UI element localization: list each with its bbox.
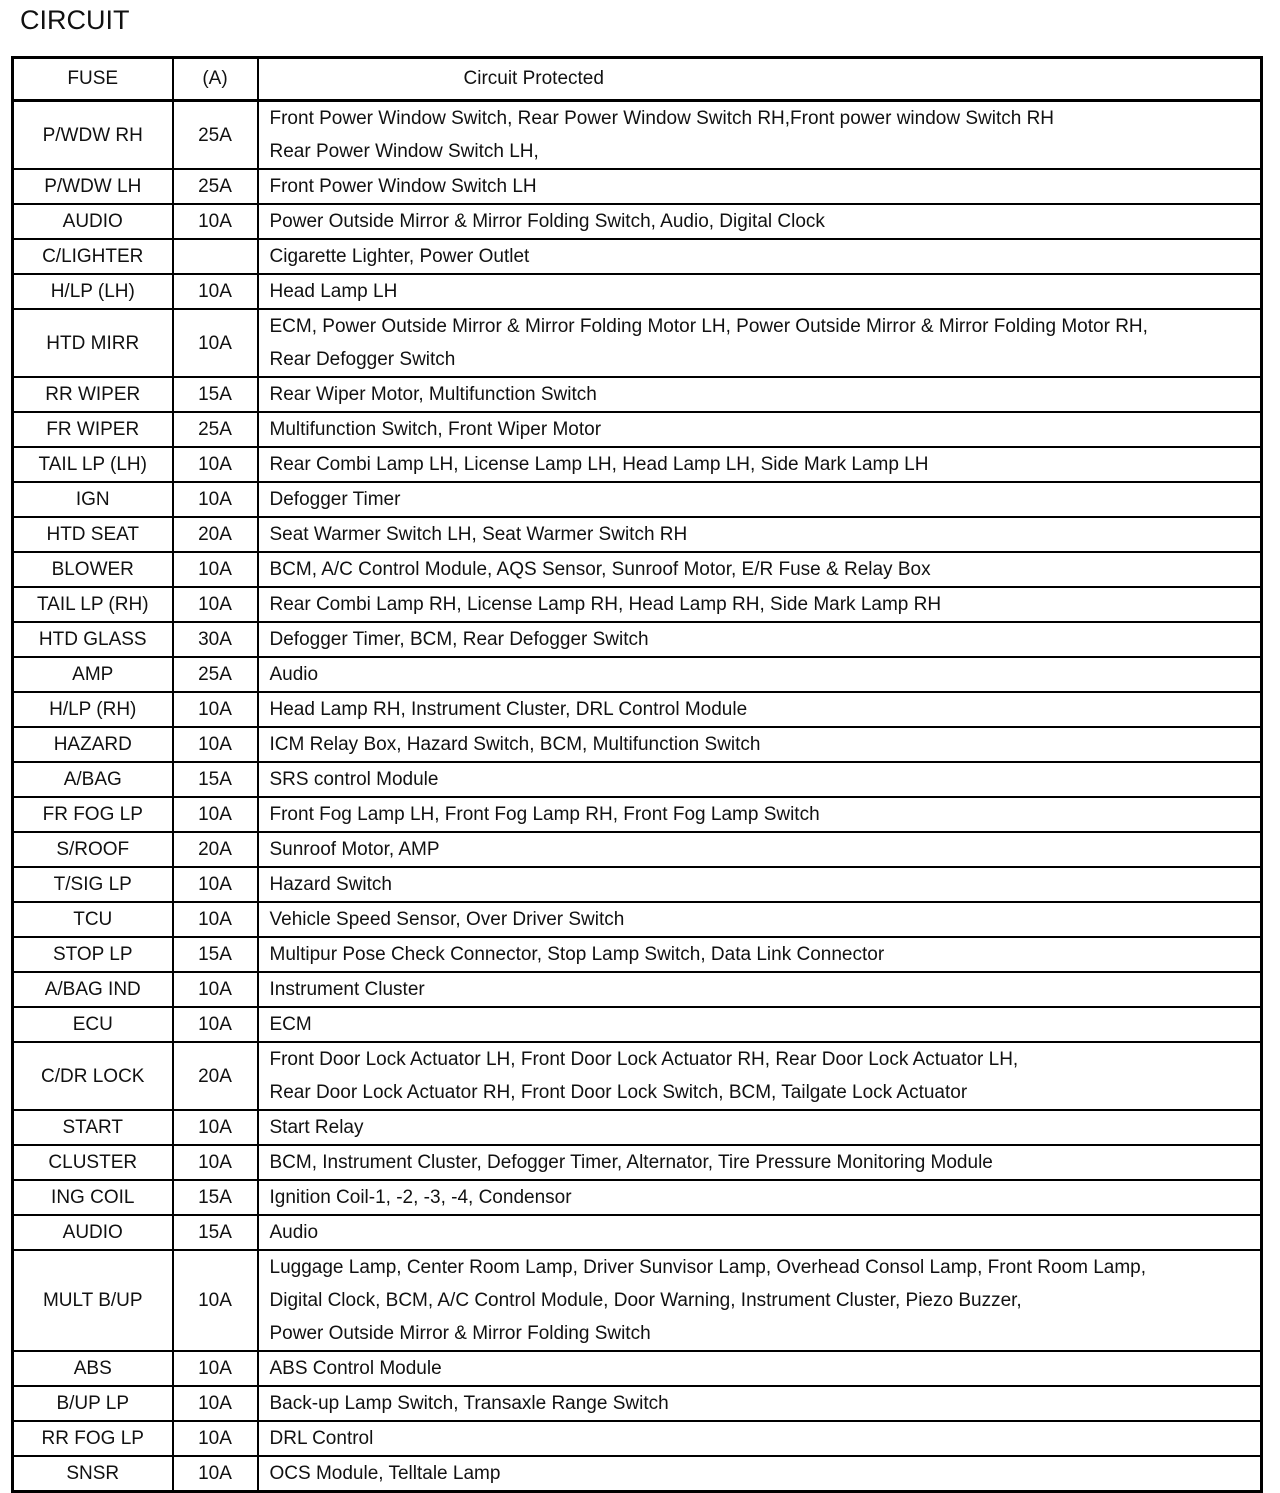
fuse-amperage-cell: 10A <box>173 797 258 832</box>
circuit-protected-cell <box>258 1215 1262 1250</box>
circuit-protected-cell <box>258 447 1262 482</box>
amp-column-header: (A) <box>173 58 258 101</box>
fuse-amperage-cell: 10A <box>173 482 258 517</box>
fuse-name-cell: C/LIGHTER <box>13 239 173 274</box>
table-row <box>13 937 1262 972</box>
fuse-name-cell: RR WIPER <box>13 377 173 412</box>
fuse-name-cell: HTD GLASS <box>13 622 173 657</box>
table-row <box>13 1110 1262 1145</box>
fuse-amperage-cell: 10A <box>173 1007 258 1042</box>
circuit-line: Rear Combi Lamp RH, License Lamp RH, Head Lamp RH, Side Mark Lamp RH <box>269 594 942 615</box>
circuit-protected-cell <box>258 274 1262 309</box>
fuse-name-cell: STOP LP <box>13 937 173 972</box>
fuse-name-cell: FR FOG LP <box>13 797 173 832</box>
fuse-name-cell: ABS <box>13 1351 173 1386</box>
circuit-protected-cell <box>258 657 1262 692</box>
fuse-name-cell: FR WIPER <box>13 412 173 447</box>
circuit-protected-cell <box>258 309 1262 377</box>
circuit-protected-cell <box>258 204 1262 239</box>
fuse-amperage-cell: 10A <box>173 727 258 762</box>
fuse-name-cell: HTD MIRR <box>13 309 173 377</box>
circuit-line: Cigarette Lighter, Power Outlet <box>269 246 530 267</box>
fuse-name-cell: H/LP (LH) <box>13 274 173 309</box>
circuit-protected-cell <box>258 902 1262 937</box>
fuse-name-cell: H/LP (RH) <box>13 692 173 727</box>
circuit-line: Rear Power Window Switch LH, <box>269 141 539 162</box>
fuse-amperage-cell: 20A <box>173 517 258 552</box>
fuse-amperage-cell: 10A <box>173 447 258 482</box>
fuse-name-cell: START <box>13 1110 173 1145</box>
fuse-amperage-cell: 20A <box>173 1042 258 1110</box>
fuse-column-header: FUSE <box>13 58 173 101</box>
table-row <box>13 552 1262 587</box>
circuit-line: Ignition Coil-1, -2, -3, -4, Condensor <box>269 1187 572 1208</box>
circuit-protected-cell <box>258 412 1262 447</box>
table-row <box>13 101 1262 170</box>
circuit-protected-cell <box>258 101 1262 170</box>
fuse-name-cell: T/SIG LP <box>13 867 173 902</box>
fuse-name-cell: BLOWER <box>13 552 173 587</box>
table-row <box>13 692 1262 727</box>
fuse-amperage-cell: 10A <box>173 1456 258 1492</box>
circuit-line: Back-up Lamp Switch, Transaxle Range Switch <box>269 1393 669 1414</box>
fuse-name-cell: A/BAG IND <box>13 972 173 1007</box>
circuit-column-header: Circuit Protected <box>258 58 1262 101</box>
circuit-line: Front Power Window Switch, Rear Power Window Switch RH,Front power window Switch RH <box>269 108 1055 129</box>
circuit-line: Digital Clock, BCM, A/C Control Module, Door Warning, Instrument Cluster, Piezo Buzzer, <box>269 1290 1022 1311</box>
circuit-line: Rear Defogger Switch <box>269 349 456 370</box>
circuit-line: Seat Warmer Switch LH, Seat Warmer Switch RH <box>269 524 688 545</box>
circuit-line: ECM <box>269 1014 312 1035</box>
circuit-line: DRL Control <box>269 1428 374 1449</box>
fuse-amperage-cell: 10A <box>173 1110 258 1145</box>
table-row <box>13 797 1262 832</box>
table-row <box>13 169 1262 204</box>
fuse-amperage-cell: 20A <box>173 832 258 867</box>
circuit-line: BCM, A/C Control Module, AQS Sensor, Sunroof Motor, E/R Fuse & Relay Box <box>269 559 931 580</box>
fuse-name-cell: TAIL LP (LH) <box>13 447 173 482</box>
circuit-protected-cell <box>258 1042 1262 1110</box>
table-row <box>13 274 1262 309</box>
table-row <box>13 239 1262 274</box>
table-row <box>13 1215 1262 1250</box>
table-row <box>13 1042 1262 1110</box>
fuse-amperage-cell <box>173 239 258 274</box>
table-row <box>13 1007 1262 1042</box>
table-row <box>13 832 1262 867</box>
circuit-line: Start Relay <box>269 1117 364 1138</box>
circuit-line: Multipur Pose Check Connector, Stop Lamp Switch, Data Link Connector <box>269 944 885 965</box>
fuse-amperage-cell: 10A <box>173 552 258 587</box>
fuse-amperage-cell: 10A <box>173 902 258 937</box>
circuit-protected-cell <box>258 727 1262 762</box>
circuit-line: ABS Control Module <box>269 1358 442 1379</box>
table-row <box>13 377 1262 412</box>
table-row <box>13 1421 1262 1456</box>
fuse-name-cell: IGN <box>13 482 173 517</box>
table-row <box>13 309 1262 377</box>
fuse-table-body <box>13 101 1262 1492</box>
circuit-line: Power Outside Mirror & Mirror Folding Switch <box>269 1323 651 1344</box>
table-row <box>13 587 1262 622</box>
circuit-protected-cell <box>258 239 1262 274</box>
circuit-protected-cell <box>258 762 1262 797</box>
page-title: CIRCUIT <box>20 5 130 35</box>
fuse-amperage-cell: 15A <box>173 377 258 412</box>
table-row <box>13 727 1262 762</box>
fuse-name-cell: AUDIO <box>13 204 173 239</box>
fuse-amperage-cell: 10A <box>173 1250 258 1351</box>
circuit-line: Front Fog Lamp LH, Front Fog Lamp RH, Front Fog Lamp Switch <box>269 804 820 825</box>
fuse-amperage-cell: 25A <box>173 657 258 692</box>
circuit-line: Luggage Lamp, Center Room Lamp, Driver Sunvisor Lamp, Overhead Consol Lamp, Front Room Lamp, <box>269 1257 1147 1278</box>
circuit-line: Sunroof Motor, AMP <box>269 839 440 860</box>
table-row <box>13 902 1262 937</box>
fuse-amperage-cell: 10A <box>173 972 258 1007</box>
table-row <box>13 517 1262 552</box>
table-row <box>13 482 1262 517</box>
fuse-amperage-cell: 10A <box>173 692 258 727</box>
fuse-amperage-cell: 10A <box>173 204 258 239</box>
fuse-name-cell: S/ROOF <box>13 832 173 867</box>
table-row <box>13 622 1262 657</box>
fuse-name-cell: P/WDW RH <box>13 101 173 170</box>
circuit-line: SRS control Module <box>269 769 439 790</box>
table-row <box>13 657 1262 692</box>
table-row <box>13 1456 1262 1492</box>
table-row <box>13 412 1262 447</box>
fuse-name-cell: P/WDW LH <box>13 169 173 204</box>
table-row <box>13 204 1262 239</box>
circuit-protected-cell <box>258 1456 1262 1492</box>
circuit-protected-cell <box>258 797 1262 832</box>
circuit-line: Defogger Timer, BCM, Rear Defogger Switch <box>269 629 649 650</box>
fuse-amperage-cell: 15A <box>173 1215 258 1250</box>
circuit-line: Rear Door Lock Actuator RH, Front Door Lock Switch, BCM, Tailgate Lock Actuator <box>269 1082 968 1103</box>
fuse-name-cell: HAZARD <box>13 727 173 762</box>
fuse-amperage-cell: 10A <box>173 1145 258 1180</box>
table-row <box>13 1351 1262 1386</box>
table-row <box>13 447 1262 482</box>
table-row <box>13 1386 1262 1421</box>
circuit-protected-cell <box>258 692 1262 727</box>
fuse-name-cell: TAIL LP (RH) <box>13 587 173 622</box>
circuit-protected-cell <box>258 972 1262 1007</box>
circuit-protected-cell <box>258 622 1262 657</box>
table-row <box>13 762 1262 797</box>
circuit-protected-cell <box>258 937 1262 972</box>
table-row <box>13 972 1262 1007</box>
circuit-line: Audio <box>269 664 319 685</box>
circuit-protected-cell <box>258 1250 1262 1351</box>
circuit-protected-cell <box>258 1421 1262 1456</box>
circuit-line: Hazard Switch <box>269 874 392 895</box>
fuse-name-cell: A/BAG <box>13 762 173 797</box>
fuse-amperage-cell: 10A <box>173 587 258 622</box>
fuse-name-cell: AUDIO <box>13 1215 173 1250</box>
fuse-table <box>11 56 1263 1493</box>
fuse-name-cell: ECU <box>13 1007 173 1042</box>
circuit-protected-cell <box>258 1386 1262 1421</box>
fuse-name-cell: C/DR LOCK <box>13 1042 173 1110</box>
table-row <box>13 1145 1262 1180</box>
circuit-line: BCM, Instrument Cluster, Defogger Timer, Alternator, Tire Pressure Monitoring Module <box>269 1152 993 1173</box>
fuse-amperage-cell: 10A <box>173 867 258 902</box>
circuit-protected-cell <box>258 1110 1262 1145</box>
fuse-name-cell: RR FOG LP <box>13 1421 173 1456</box>
fuse-amperage-cell: 25A <box>173 169 258 204</box>
header-row <box>13 58 1262 101</box>
fuse-amperage-cell: 15A <box>173 762 258 797</box>
circuit-protected-cell <box>258 482 1262 517</box>
table-row <box>13 1250 1262 1351</box>
fuse-amperage-cell: 10A <box>173 1386 258 1421</box>
fuse-amperage-cell: 10A <box>173 1351 258 1386</box>
fuse-amperage-cell: 10A <box>173 309 258 377</box>
fuse-name-cell: HTD SEAT <box>13 517 173 552</box>
fuse-amperage-cell: 15A <box>173 1180 258 1215</box>
circuit-line: Power Outside Mirror & Mirror Folding Switch, Audio, Digital Clock <box>269 211 825 232</box>
table-row <box>13 1180 1262 1215</box>
circuit-protected-cell <box>258 587 1262 622</box>
fuse-name-cell: CLUSTER <box>13 1145 173 1180</box>
fuse-amperage-cell: 10A <box>173 274 258 309</box>
fuse-amperage-cell: 10A <box>173 1421 258 1456</box>
circuit-protected-cell <box>258 169 1262 204</box>
circuit-protected-cell <box>258 1007 1262 1042</box>
circuit-protected-cell <box>258 832 1262 867</box>
circuit-line: Head Lamp RH, Instrument Cluster, DRL Control Module <box>269 699 748 720</box>
circuit-protected-cell <box>258 1351 1262 1386</box>
circuit-line: OCS Module, Telltale Lamp <box>269 1463 501 1484</box>
circuit-line: Rear Wiper Motor, Multifunction Switch <box>269 384 597 405</box>
circuit-line: Instrument Cluster <box>269 979 425 1000</box>
circuit-line: Vehicle Speed Sensor, Over Driver Switch <box>269 909 625 930</box>
fuse-amperage-cell: 25A <box>173 101 258 170</box>
table-row <box>13 867 1262 902</box>
fuse-name-cell: AMP <box>13 657 173 692</box>
circuit-line: ECM, Power Outside Mirror & Mirror Folding Motor LH, Power Outside Mirror & Mirror Folding Motor RH, <box>269 316 1148 337</box>
circuit-line: Defogger Timer <box>269 489 401 510</box>
circuit-protected-cell <box>258 867 1262 902</box>
fuse-name-cell: MULT B/UP <box>13 1250 173 1351</box>
circuit-protected-cell <box>258 517 1262 552</box>
circuit-protected-cell <box>258 552 1262 587</box>
fuse-name-cell: ING COIL <box>13 1180 173 1215</box>
circuit-protected-cell <box>258 377 1262 412</box>
circuit-protected-cell <box>258 1180 1262 1215</box>
circuit-line: Head Lamp LH <box>269 281 398 302</box>
fuse-amperage-cell: 30A <box>173 622 258 657</box>
fuse-amperage-cell: 25A <box>173 412 258 447</box>
circuit-line: Front Door Lock Actuator LH, Front Door Lock Actuator RH, Rear Door Lock Actuator LH, <box>269 1049 1019 1070</box>
fuse-name-cell: B/UP LP <box>13 1386 173 1421</box>
circuit-line: Front Power Window Switch LH <box>269 176 537 197</box>
circuit-line: ICM Relay Box, Hazard Switch, BCM, Multifunction Switch <box>269 734 761 755</box>
circuit-line: Audio <box>269 1222 319 1243</box>
fuse-name-cell: TCU <box>13 902 173 937</box>
circuit-line: Multifunction Switch, Front Wiper Motor <box>269 419 602 440</box>
fuse-amperage-cell: 15A <box>173 937 258 972</box>
fuse-name-cell: SNSR <box>13 1456 173 1492</box>
circuit-line: Rear Combi Lamp LH, License Lamp LH, Head Lamp LH, Side Mark Lamp LH <box>269 454 929 475</box>
circuit-protected-cell <box>258 1145 1262 1180</box>
